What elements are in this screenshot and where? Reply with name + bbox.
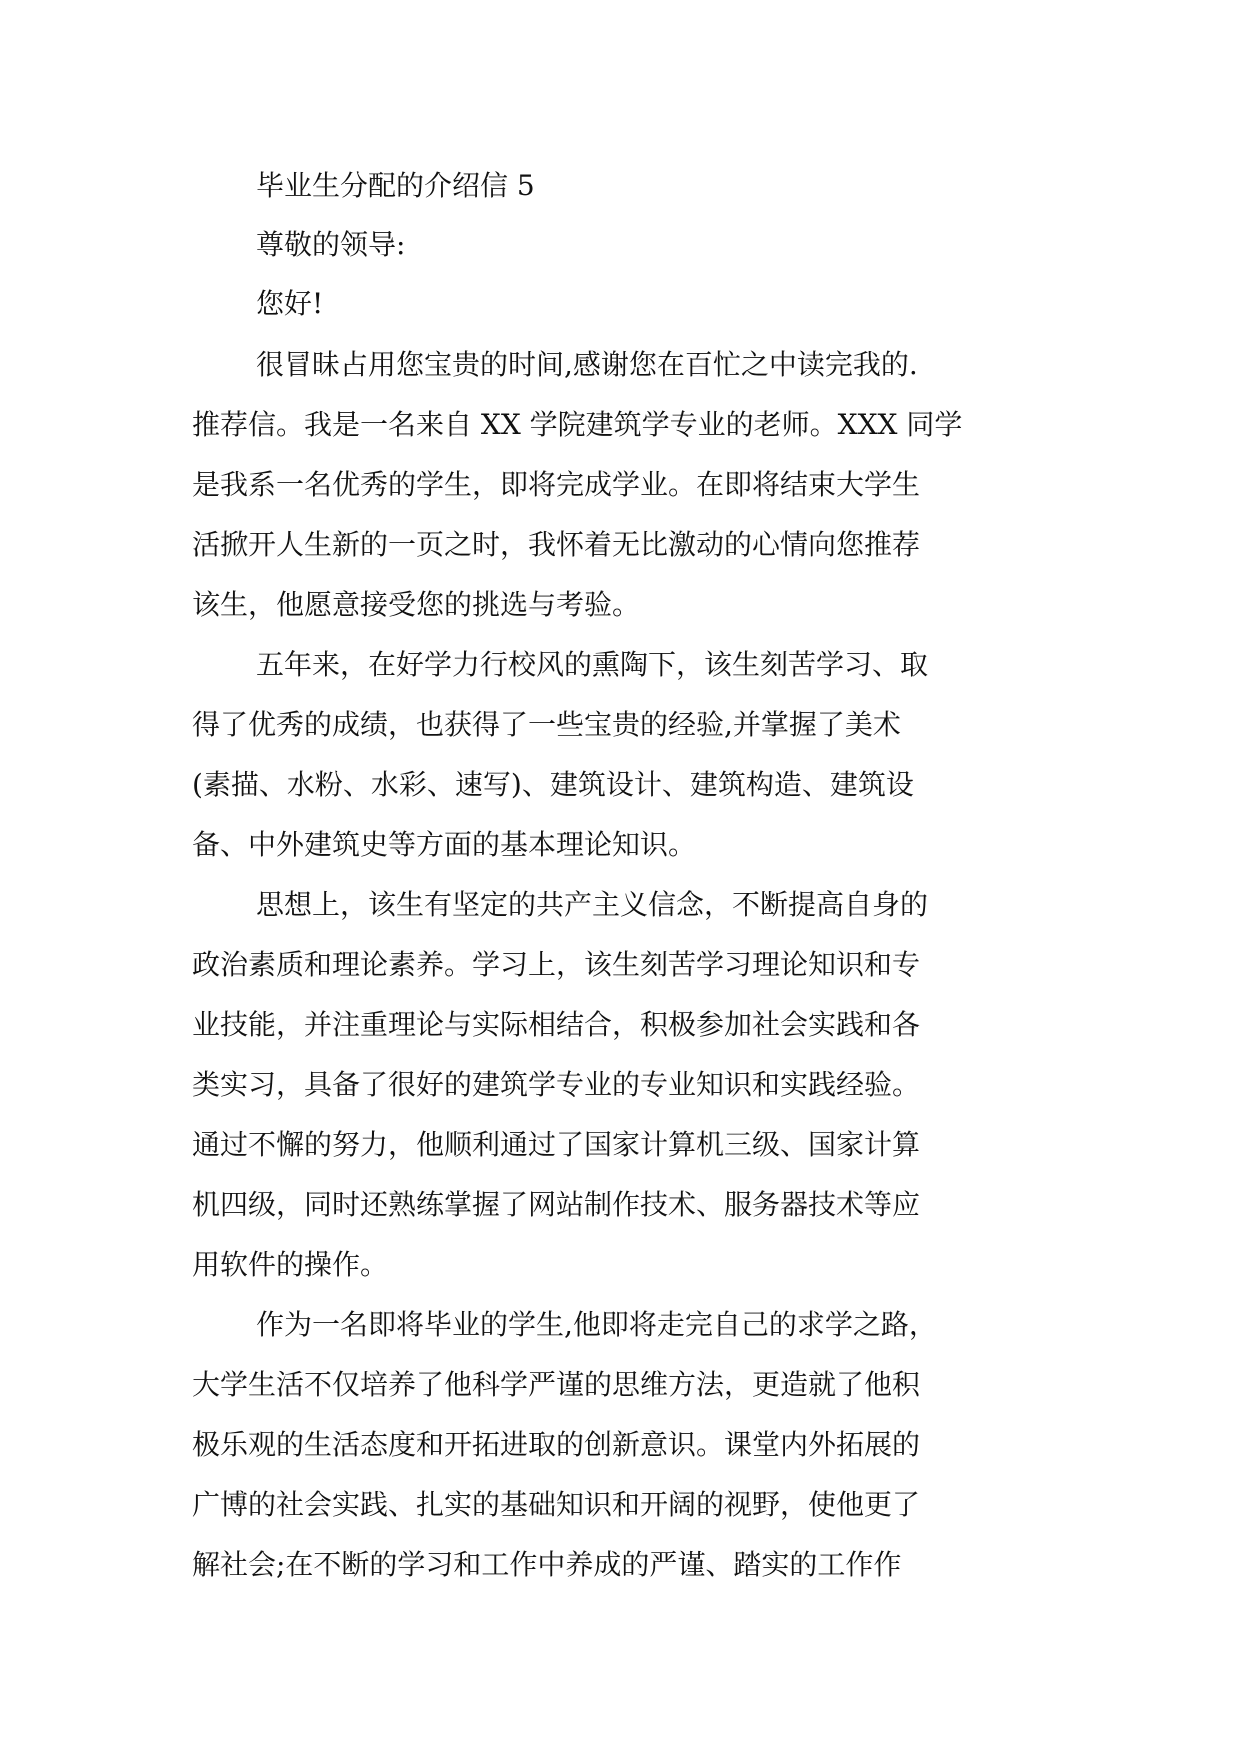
document-title: 毕业生分配的介绍信 5 [256,169,535,202]
paragraph-3-line-5: 通过不懈的努力，他顺利通过了国家计算机三级、国家计算 [192,1128,921,1161]
paragraph-3-line-7: 用软件的操作。 [192,1248,389,1281]
paragraph-1-line-2: 推荐信。我是一名来自 XX 学院建筑学专业的老师。XXX 同学 [192,408,963,441]
greeting: 您好! [256,287,324,320]
paragraph-4-line-5: 解社会;在不断的学习和工作中养成的严谨、踏实的工作作 [192,1548,902,1581]
paragraph-2-line-2: 得了优秀的成绩，也获得了一些宝贵的经验,并掌握了美术 [192,708,901,741]
paragraph-3-line-2: 政治素质和理论素养。学习上，该生刻苦学习理论知识和专 [192,948,921,981]
paragraph-1-line-5: 该生，他愿意接受您的挑选与考验。 [192,588,641,621]
paragraph-4-line-1: 作为一名即将毕业的学生,他即将走完自己的求学之路， [256,1308,937,1341]
paragraph-3-line-3: 业技能，并注重理论与实际相结合，积极参加社会实践和各 [192,1008,921,1041]
paragraph-2-line-4: 备、中外建筑史等方面的基本理论知识。 [192,828,697,861]
paragraph-4-line-4: 广博的社会实践、扎实的基础知识和开阔的视野，使他更了 [192,1488,921,1521]
paragraph-2-line-3: (素描、水粉、水彩、速写)、建筑设计、建筑构造、建筑设 [192,768,914,801]
paragraph-4-line-2: 大学生活不仅培养了他科学严谨的思维方法，更造就了他积 [192,1368,921,1401]
paragraph-2-line-1: 五年来，在好学力行校风的熏陶下，该生刻苦学习、取 [256,648,929,681]
paragraph-4-line-3: 极乐观的生活态度和开拓进取的创新意识。课堂内外拓展的 [192,1428,921,1461]
paragraph-1-line-4: 活掀开人生新的一页之时，我怀着无比激动的心情向您推荐 [192,528,921,561]
paragraph-3-line-6: 机四级，同时还熟练掌握了网站制作技术、服务器技术等应 [192,1188,921,1221]
paragraph-3-line-4: 类实习，具备了很好的建筑学专业的专业知识和实践经验。 [192,1068,921,1101]
paragraph-1-line-1: 很冒昧占用您宝贵的时间,感谢您在百忙之中读完我的. [256,348,918,381]
paragraph-1-line-3: 是我系一名优秀的学生，即将完成学业。在即将结束大学生 [192,468,921,501]
salutation: 尊敬的领导: [256,228,406,261]
paragraph-3-line-1: 思想上，该生有坚定的共产主义信念，不断提高自身的 [256,888,929,921]
